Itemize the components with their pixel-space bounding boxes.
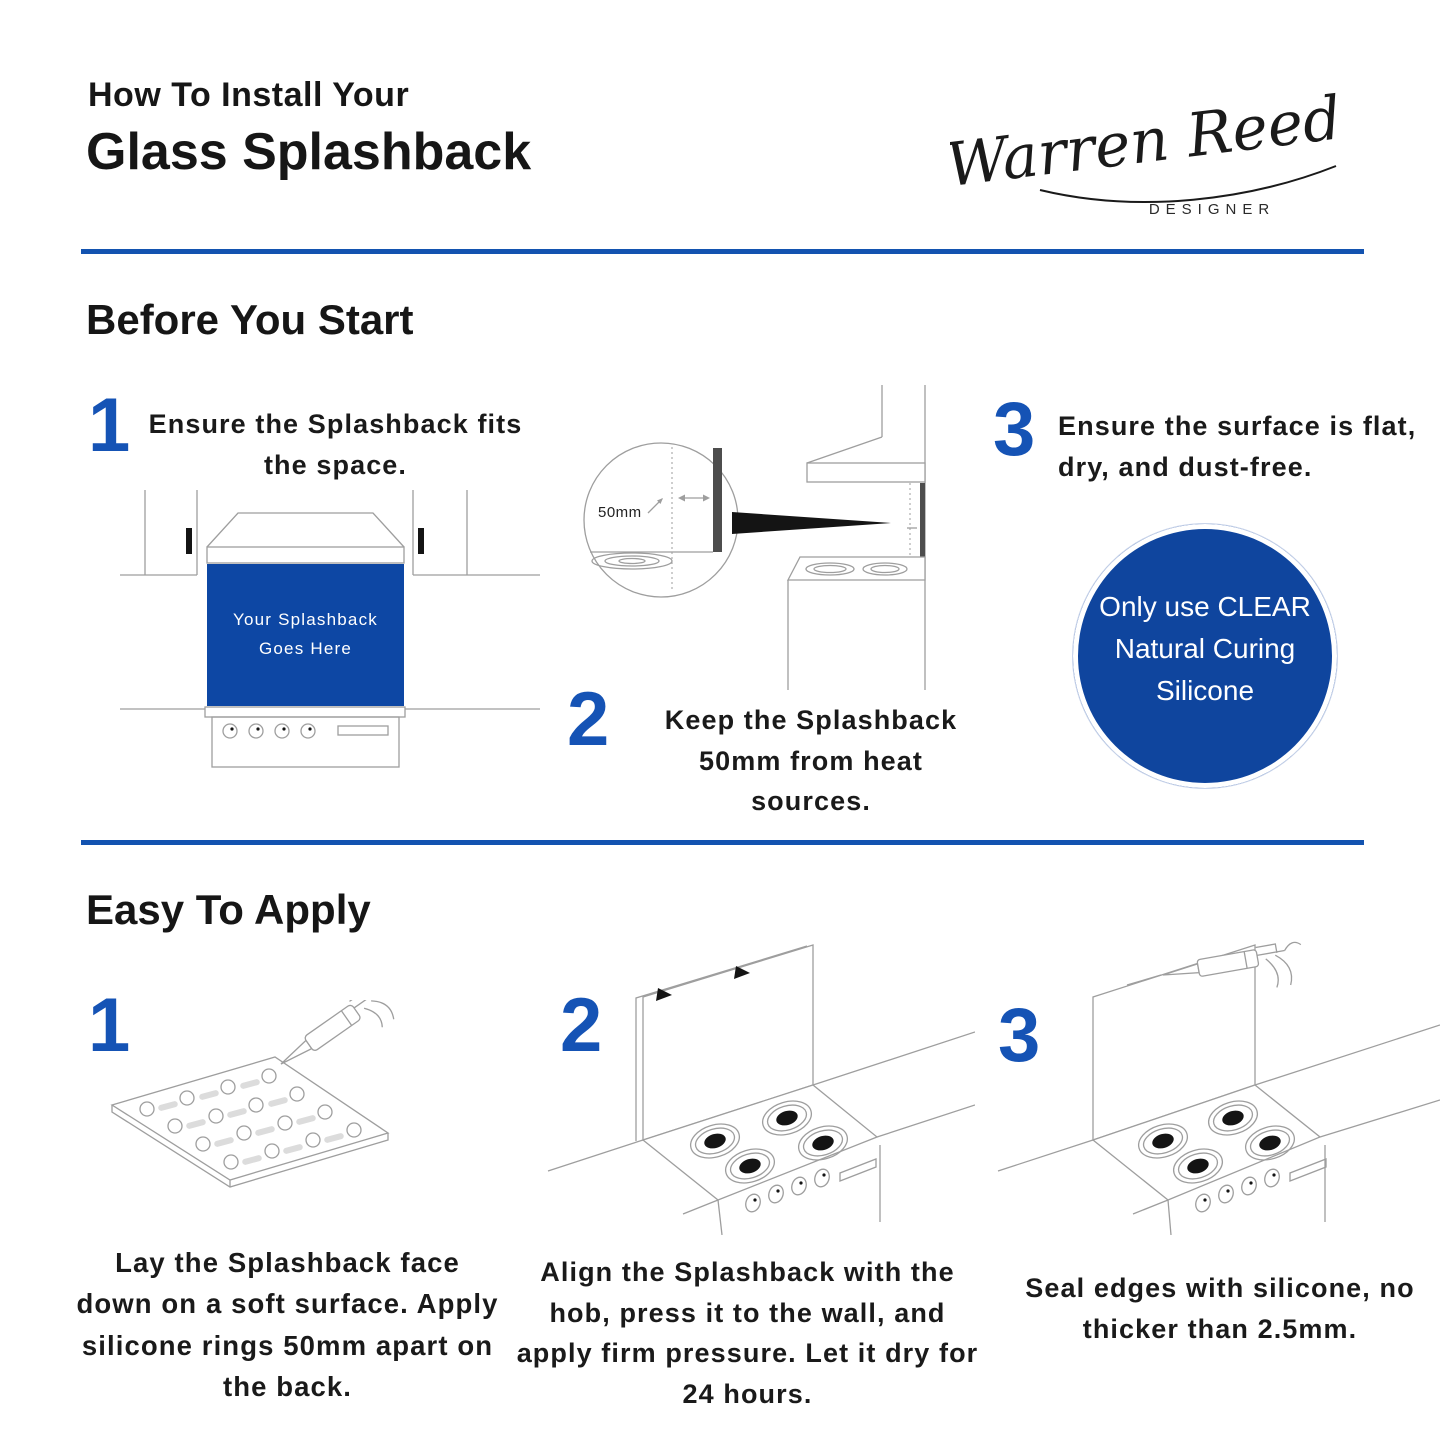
oven-handle <box>338 726 388 735</box>
cooker-hood <box>207 513 404 563</box>
right-cabinet <box>413 490 540 575</box>
left-cabinet <box>120 490 197 575</box>
splashback-panel-label: Your Splashback Goes Here <box>233 610 378 658</box>
before-step2-number: 2 <box>567 677 610 762</box>
apply-step1-number: 1 <box>88 983 131 1068</box>
before-step2-text: Keep the Splashback 50mm from heat sources. <box>664 705 958 816</box>
before-step1-text: Ensure the Splashback fits the space. <box>148 409 523 480</box>
cabinet-handle <box>186 528 192 554</box>
logo-script-text: Warren Reed <box>950 83 1346 202</box>
worktop <box>120 707 540 717</box>
section-divider-middle <box>81 840 1364 845</box>
splashback-board <box>112 1057 388 1187</box>
apply-step3-number: 3 <box>998 993 1041 1078</box>
page-title-line2: Glass Splashback <box>86 123 532 181</box>
before-step3-text: Ensure the surface is flat, dry, and dust-free. <box>1058 411 1417 482</box>
silicone-note-badge <box>1072 523 1338 789</box>
align-splashback-illustration <box>540 935 975 1235</box>
silicone-note-text: Only use CLEAR Natural Curing Silicone <box>1099 591 1311 706</box>
cabinet-handle <box>418 528 424 554</box>
splashback-panel <box>207 564 404 706</box>
silicone-rings-illustration <box>95 1000 490 1245</box>
signature-logo-icon <box>950 66 1350 238</box>
oven-display <box>1290 1159 1326 1181</box>
cooker <box>212 717 399 767</box>
page-title-line1: How To Install Your <box>88 76 410 114</box>
apply-step2-text: Align the Splashback with the hob, press it to the wall, and apply firm pressure. Let it dry for 24 hours. <box>516 1257 979 1409</box>
apply-step3-text: Seal edges with silicone, no thicker than 2.5mm. <box>1025 1273 1415 1344</box>
before-heading: Before You Start <box>86 296 414 343</box>
logo-subtitle-text: DESIGNER <box>1148 201 1276 218</box>
cooker-side-view <box>788 557 925 690</box>
apply-heading: Easy To Apply <box>86 886 371 933</box>
brand-logo <box>950 66 1350 238</box>
before-step1-number: 1 <box>88 383 131 468</box>
apply-step1-text: Lay the Splashback face down on a soft surface. Apply silicone rings 50mm apart on the back. <box>76 1247 499 1402</box>
seal-edges-illustration <box>985 935 1440 1235</box>
callout-wedge <box>732 512 891 534</box>
hood-side-view <box>807 385 925 690</box>
apply-step2-number: 2 <box>560 983 603 1068</box>
clearance-side-illustration <box>560 385 980 690</box>
section-divider-top <box>81 249 1364 254</box>
measure-label: 50mm <box>598 504 642 521</box>
oven-display <box>840 1159 876 1181</box>
before-step3-number: 3 <box>993 387 1036 472</box>
